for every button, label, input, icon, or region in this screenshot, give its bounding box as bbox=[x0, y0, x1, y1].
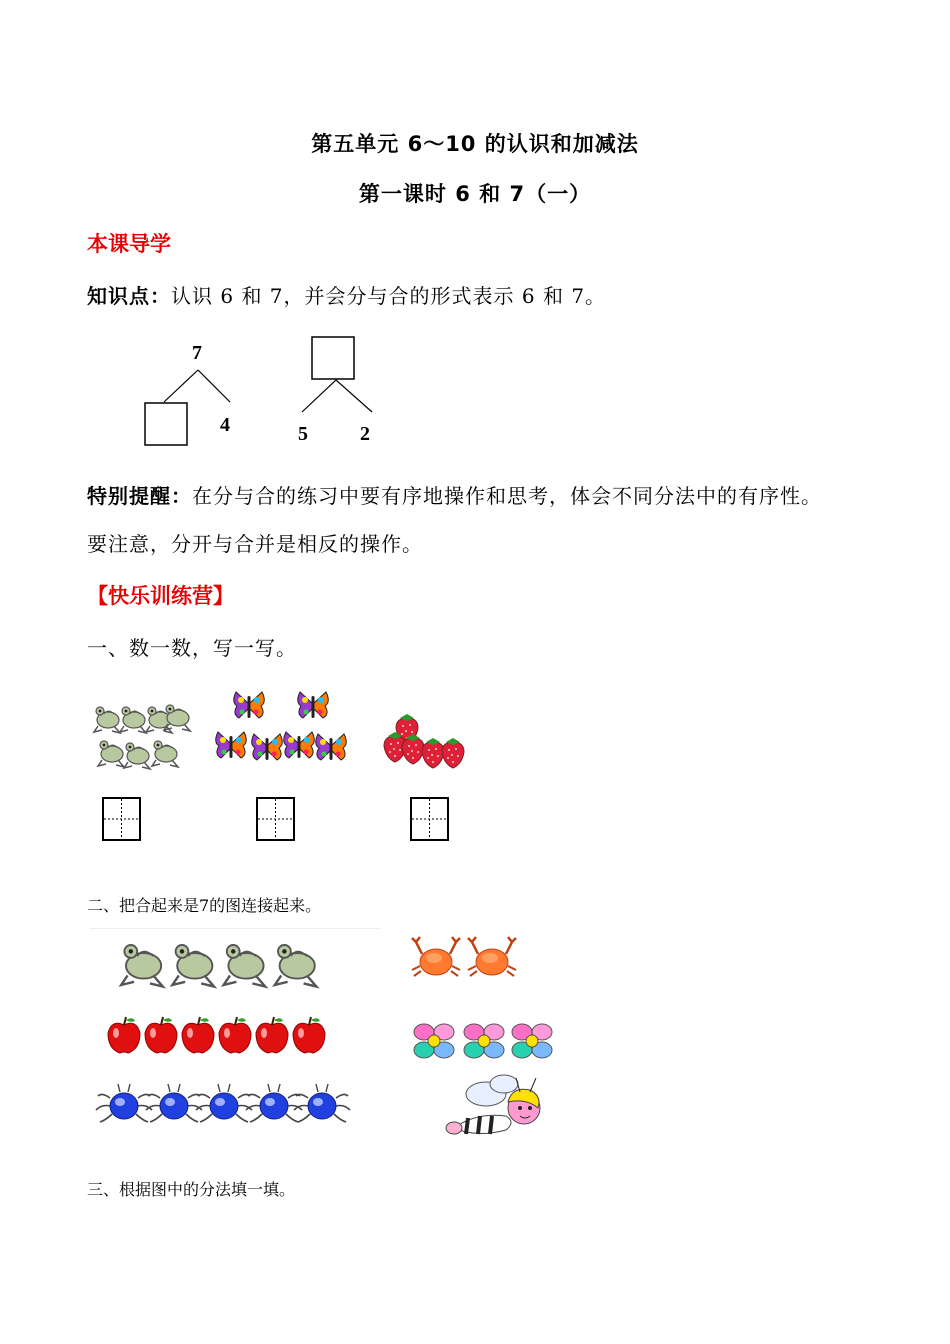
apple-row[interactable] bbox=[106, 1015, 336, 1061]
writing-box-strawberries[interactable] bbox=[410, 797, 450, 845]
flower-row[interactable] bbox=[414, 1020, 564, 1069]
frog-icon bbox=[92, 700, 192, 780]
unit-title: 第五单元 6～10 的认识和加减法 bbox=[311, 132, 639, 156]
diagram-right-number: 4 bbox=[220, 414, 230, 436]
apple-icon bbox=[106, 1015, 336, 1057]
crab-row[interactable] bbox=[412, 932, 522, 991]
diagram-right-number: 2 bbox=[360, 423, 370, 445]
knowledge-text: 认识 6 和 7，并会分与合的形式表示 6 和 7。 bbox=[171, 284, 607, 308]
training-heading: 【快乐训练营】 bbox=[87, 584, 234, 608]
special-reminder bbox=[87, 480, 822, 509]
beetle-row[interactable] bbox=[96, 1080, 356, 1134]
bee-icon bbox=[446, 1072, 556, 1142]
question-2: 二、把合起来是7的图连接起来。 bbox=[87, 896, 322, 915]
answer-box[interactable] bbox=[145, 403, 187, 445]
question-1: 一、数一数，写一写。 bbox=[87, 636, 297, 660]
knowledge-label: 知识点： bbox=[87, 284, 171, 308]
answer-box[interactable] bbox=[312, 337, 354, 379]
split-diagram-right bbox=[290, 330, 390, 455]
strawberry-group bbox=[382, 712, 467, 776]
beetle-icon bbox=[96, 1080, 356, 1130]
butterfly-group bbox=[215, 688, 350, 774]
question-3: 三、根据图中的分法填一填。 bbox=[87, 1180, 296, 1199]
crab-icon bbox=[412, 932, 522, 987]
knowledge-point bbox=[87, 280, 606, 309]
frog-icon bbox=[118, 937, 358, 1007]
guide-heading: 本课导学 bbox=[87, 232, 171, 256]
bee-picture[interactable] bbox=[446, 1072, 556, 1146]
flower-icon bbox=[414, 1020, 564, 1065]
writing-box-frogs[interactable] bbox=[102, 797, 142, 845]
lesson-title: 第一课时 6 和 7（一） bbox=[358, 182, 592, 206]
reminder-text: 在分与合的练习中要有序地操作和思考，体会不同分法中的有序性。 bbox=[192, 484, 822, 508]
strawberry-icon bbox=[382, 712, 467, 772]
reminder-label: 特别提醒： bbox=[87, 484, 192, 508]
frog-group bbox=[92, 700, 192, 784]
split-diagram-left bbox=[130, 330, 260, 455]
diagram-left-number: 5 bbox=[298, 423, 308, 445]
reminder-line2: 要注意，分开与合并是相反的操作。 bbox=[87, 532, 423, 556]
butterfly-icon bbox=[215, 688, 350, 770]
writing-box-butterflies[interactable] bbox=[256, 797, 296, 845]
frog-row[interactable] bbox=[90, 928, 380, 1005]
diagram-top-number: 7 bbox=[192, 342, 202, 364]
